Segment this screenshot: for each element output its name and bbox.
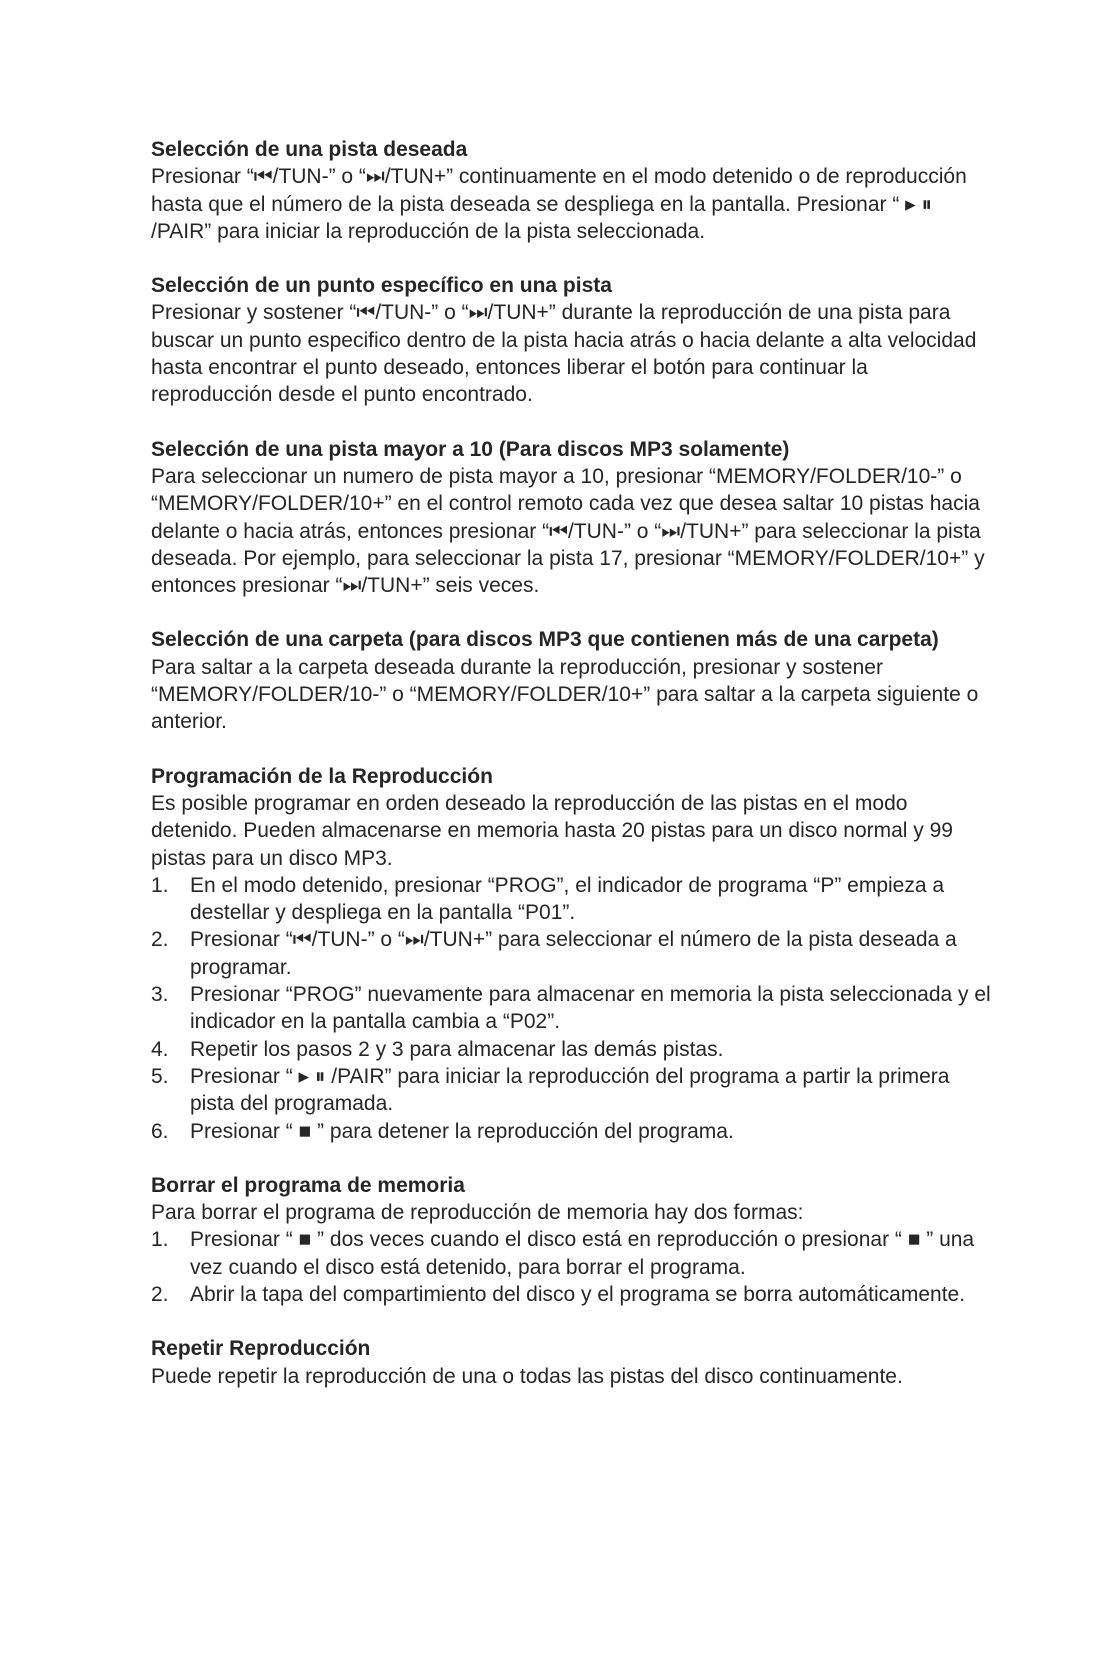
section-paragraph: Presionar “⏮/TUN-” o “⏭/TUN+” continuamente en el modo detenido o de reproducción hasta que el número de la pista deseada se despliega en la pantalla. Presionar “ ▸ ⏸ /PAIR” para iniciar la reproducción de la pista seleccionada.	[151, 165, 967, 243]
list-number: 3.	[151, 983, 169, 1007]
list-item	[151, 1063, 991, 1118]
list-item	[151, 872, 991, 927]
manual-page	[151, 136, 991, 1417]
section-heading: Repetir Reproducción	[151, 1337, 371, 1361]
list-number: 2.	[151, 928, 169, 952]
section-paragraph: Para saltar a la carpeta deseada durante la reproducción, presionar y sostener “MEMORY/FOLDER/10-” o “MEMORY/FOLDER/10+” para saltar a la carpeta siguiente o anterior.	[151, 655, 979, 734]
list-text: Repetir los pasos 2 y 3 para almacenar las demás pistas.	[190, 1037, 724, 1061]
section-repeat-playback	[151, 1335, 991, 1390]
section-select-point	[151, 272, 991, 408]
section-select-track	[151, 136, 991, 245]
list-number: 1.	[151, 873, 169, 897]
list-item	[151, 1036, 991, 1063]
list-number: 4.	[151, 1037, 169, 1061]
section-paragraph: Puede repetir la reproducción de una o todas las pistas del disco continuamente.	[151, 1364, 903, 1388]
section-heading: Programación de la Reproducción	[151, 764, 493, 788]
list-number: 6.	[151, 1119, 169, 1143]
list-text: Presionar “ ▸ ⏸ /PAIR” para iniciar la reproducción del programa a partir la primera pista del programada.	[190, 1064, 950, 1116]
section-heading: Borrar el programa de memoria	[151, 1173, 465, 1197]
section-paragraph: Para borrar el programa de reproducción de memoria hay dos formas:	[151, 1201, 804, 1225]
list-number: 2.	[151, 1282, 169, 1306]
clear-steps-list	[151, 1226, 991, 1308]
list-number: 1.	[151, 1228, 169, 1252]
section-heading: Selección de un punto específico en una pista	[151, 274, 612, 298]
section-paragraph: Es posible programar en orden deseado la reproducción de las pistas en el modo detenido. Pueden almacenarse en memoria hasta 20 pistas para un disco normal y 99 pistas para un disco MP3.	[151, 791, 953, 870]
section-heading: Selección de una pista deseada	[151, 138, 468, 161]
list-item	[151, 1118, 991, 1145]
list-text: Presionar “ ■ ” para detener la reproducción del programa.	[190, 1119, 734, 1143]
list-text: En el modo detenido, presionar “PROG”, el indicador de programa “P” empieza a destellar y despliega en la pantalla “P01”.	[190, 873, 945, 925]
section-select-track-over-10	[151, 436, 991, 600]
list-text: Presionar “⏮/TUN-” o “⏭/TUN+” para seleccionar el número de la pista deseada a programar.	[190, 928, 957, 979]
section-clear-program	[151, 1172, 991, 1308]
list-item	[151, 981, 991, 1036]
program-steps-list	[151, 872, 991, 1145]
section-heading: Selección de una carpeta (para discos MP3 que contienen más de una carpeta)	[151, 628, 939, 652]
list-text: Abrir la tapa del compartimiento del disco y el programa se borra automáticamente.	[190, 1282, 966, 1306]
section-paragraph: Para seleccionar un numero de pista mayor a 10, presionar “MEMORY/FOLDER/10-” o “MEMORY/FOLDER/10+” en el control remoto cada vez que desea saltar 10 pistas hacia delante o hacia atrás, entonces presionar “⏮/TUN-” o “⏭/TUN+” para seleccionar la pista deseada. Por ejemplo, para seleccionar la pista 17, presionar “MEMORY/FOLDER/10+” y entonces presionar “⏭/TUN+” seis veces.	[151, 464, 985, 598]
list-text: Presionar “PROG” nuevamente para almacenar en memoria la pista seleccionada y el indicador en la pantalla cambia a “P02”.	[190, 983, 991, 1034]
list-item	[151, 1226, 991, 1281]
section-paragraph: Presionar y sostener “⏮/TUN-” o “⏭/TUN+” durante la reproducción de una pista para buscar un punto especifico dentro de la pista hacia atrás o hacia delante a alta velocidad hasta encontrar el punto deseado, entonces liberar el botón para continuar la reproducción desde el punto encontrado.	[151, 301, 977, 407]
section-select-folder	[151, 626, 991, 735]
list-text: Presionar “ ■ ” dos veces cuando el disco está en reproducción o presionar “ ■ ” una vez cuando el disco está detenido, para borrar el programa.	[190, 1228, 975, 1279]
section-heading: Selección de una pista mayor a 10 (Para discos MP3 solamente)	[151, 437, 790, 461]
section-program-playback	[151, 763, 991, 1145]
list-item	[151, 1281, 991, 1308]
list-number: 5.	[151, 1064, 169, 1088]
list-item	[151, 926, 991, 981]
